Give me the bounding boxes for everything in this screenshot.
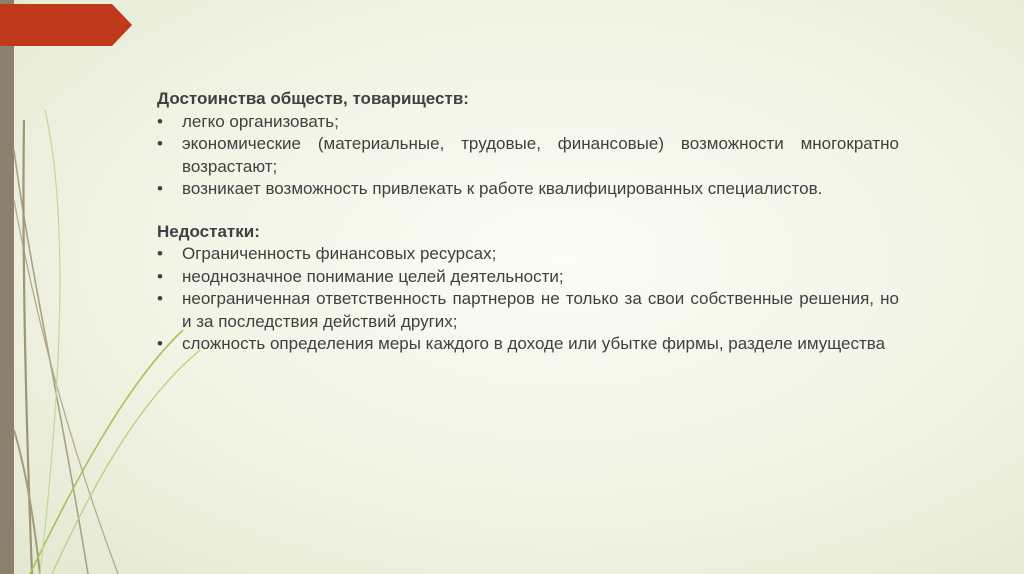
list-item: • неограниченная ответственность партнеров не только за свои собственные решения, но и за последствия действий других; — [157, 289, 899, 331]
disadvantages-heading: Недостатки: — [157, 221, 260, 241]
bullet-icon: • — [157, 289, 163, 308]
list-item: • Ограниченность финансовых ресурсах; — [157, 243, 899, 266]
list-item: • возникает возможность привлекать к работе квалифицированных специалистов. — [157, 178, 899, 201]
bullet-icon: • — [157, 244, 163, 263]
bullet-icon: • — [157, 334, 163, 353]
list-item: • экономические (материальные, трудовые, финансовые) возможности многократно возрастают; — [157, 134, 899, 176]
disadvantages-list — [157, 243, 899, 356]
slide-content — [157, 88, 899, 356]
bullet-icon: • — [157, 266, 163, 286]
list-item: • неоднозначное понимание целей деятельности; — [157, 266, 899, 289]
advantages-heading: Достоинства обществ, товариществ: — [157, 89, 469, 108]
red-arrow-tab — [0, 0, 135, 50]
list-item: • сложность определения меры каждого в доходе или убытке фирмы, разделе имущества — [157, 333, 899, 356]
bullet-icon: • — [157, 179, 163, 198]
advantages-list — [157, 111, 899, 201]
list-item: • легко организовать; — [157, 111, 899, 134]
bullet-icon: • — [157, 111, 163, 131]
bullet-icon: • — [157, 134, 163, 153]
